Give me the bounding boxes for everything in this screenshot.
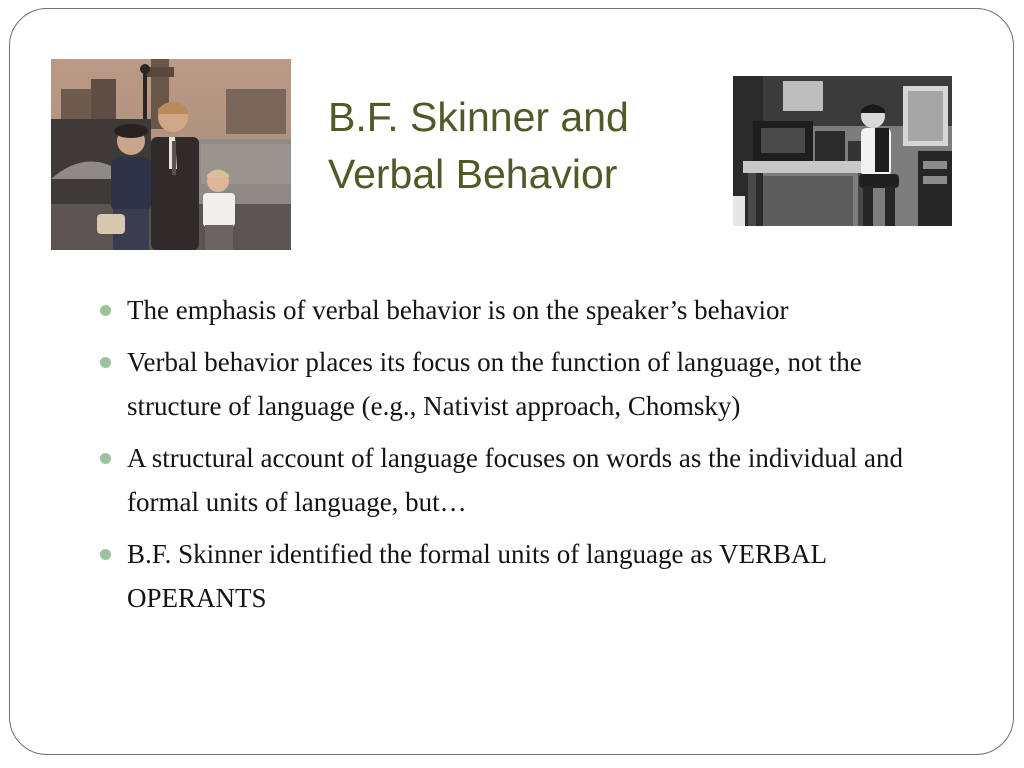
bullet-marker (100, 305, 111, 316)
bullet-item (0, 340, 927, 428)
bullet-list (0, 288, 1024, 628)
bullet-marker (100, 453, 111, 464)
bullet-text: A structural account of language focuses on words as the individual and formal units of language, but… (127, 443, 904, 517)
skinner-family-photo (51, 59, 291, 250)
bullet-item (0, 436, 927, 524)
bullet-item (0, 532, 927, 620)
slide-title (328, 89, 728, 203)
bullet-marker (100, 357, 111, 368)
bullet-marker (100, 549, 111, 560)
bullet-item (0, 288, 927, 332)
bullet-text: B.F. Skinner identified the formal units of language as VERBAL OPERANTS (127, 539, 826, 613)
bullet-text: Verbal behavior places its focus on the function of language, not the structure of language (e.g., Nativist approach, Chomsky) (127, 347, 862, 421)
bullet-text: The emphasis of verbal behavior is on the speaker’s behavior (127, 295, 789, 325)
skinner-lab-photo (733, 76, 952, 226)
title-line-1: B.F. Skinner and (328, 94, 629, 140)
title-line-2: Verbal Behavior (328, 151, 618, 197)
